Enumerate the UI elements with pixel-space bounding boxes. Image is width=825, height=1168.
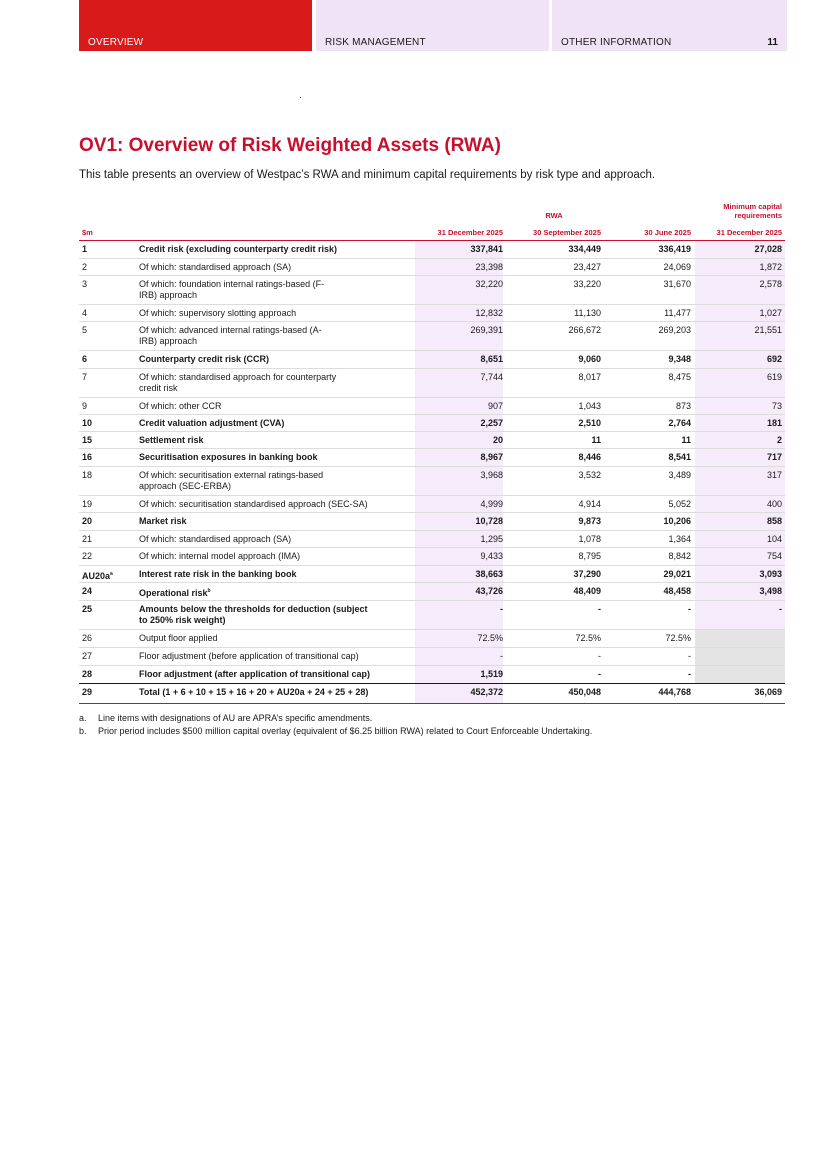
value-rwa-sep-2025: 8,446 xyxy=(578,452,601,462)
row-description xyxy=(139,516,411,527)
row-description xyxy=(139,669,411,680)
row-description-line1: Output floor applied xyxy=(139,633,218,643)
row-separator xyxy=(79,647,785,648)
row-description xyxy=(139,586,411,599)
value-rwa-sep-2025: 33,220 xyxy=(573,279,601,289)
row-number xyxy=(82,308,87,319)
row-description-line1: Securitisation exposures in banking book xyxy=(139,452,318,462)
nav-tab-other-information[interactable]: OTHER INFORMATION xyxy=(552,0,787,51)
row-separator xyxy=(79,600,785,601)
value-rwa-dec-2025: 337,841 xyxy=(470,244,503,254)
row-description xyxy=(139,244,411,255)
value-rwa-jun-2025: 11 xyxy=(681,435,691,445)
value-rwa-dec-2025: 9,433 xyxy=(480,551,503,561)
value-rwa-jun-2025: 10,206 xyxy=(663,516,691,526)
row-number-text: 10 xyxy=(82,418,93,428)
value-rwa-sep-2025: 9,060 xyxy=(578,354,601,364)
row-number-text: 19 xyxy=(82,499,93,509)
row-number-text: 16 xyxy=(82,452,93,462)
value-rwa-jun-2025: 9,348 xyxy=(668,354,691,364)
row-description xyxy=(139,633,411,644)
row-separator xyxy=(79,582,785,583)
nav-tab-risk-management[interactable]: RISK MANAGEMENT xyxy=(316,0,549,51)
row-description-line1: Market risk xyxy=(139,516,187,526)
row-description-line2: IRB) approach xyxy=(139,290,198,300)
grey-filler-cell xyxy=(695,630,785,683)
value-rwa-sep-2025: 8,795 xyxy=(578,551,601,561)
value-min-capital-dec-2025: 400 xyxy=(766,499,782,509)
row-description-line1: Of which: foundation internal ratings-based (F- xyxy=(139,279,325,289)
row-number xyxy=(82,669,92,680)
header-col-rwa-jun-2025: 30 June 2025 xyxy=(644,228,691,237)
page-number: 11 xyxy=(767,37,778,48)
row-number xyxy=(82,499,92,510)
value-rwa-dec-2025: 4,999 xyxy=(480,499,503,509)
value-rwa-jun-2025: - xyxy=(688,604,691,614)
value-rwa-sep-2025: 1,078 xyxy=(578,534,601,544)
row-number xyxy=(82,401,87,412)
value-rwa-dec-2025: 8,651 xyxy=(480,354,503,364)
row-number xyxy=(82,244,87,255)
value-rwa-jun-2025: 873 xyxy=(675,401,691,411)
value-rwa-jun-2025: 8,541 xyxy=(668,452,691,462)
value-rwa-dec-2025: 20 xyxy=(492,435,503,445)
row-number-text: 15 xyxy=(82,435,93,445)
row-description xyxy=(139,651,411,662)
row-separator xyxy=(79,350,785,351)
value-rwa-dec-2025: 32,220 xyxy=(475,279,503,289)
row-separator xyxy=(79,512,785,513)
value-rwa-dec-2025: - xyxy=(500,651,503,661)
row-number xyxy=(82,633,92,644)
header-min-capital-line1: Minimum capital xyxy=(723,202,782,211)
value-rwa-jun-2025: 8,842 xyxy=(668,551,691,561)
row-description-line1: Total (1 + 6 + 10 + 15 + 16 + 20 + AU20a + 24 + 25 + 28) xyxy=(139,687,369,697)
row-description-line1: Of which: standardised approach (SA) xyxy=(139,534,292,544)
value-min-capital-dec-2025: 104 xyxy=(766,534,782,544)
row-number xyxy=(82,551,92,562)
row-description-line2: credit risk xyxy=(139,383,178,393)
row-number xyxy=(82,569,113,582)
row-description-line1: Of which: securitisation standardised approach (SEC-SA) xyxy=(139,499,368,509)
row-number xyxy=(82,354,87,365)
row-number-text: 22 xyxy=(82,551,93,561)
row-number-text: AU20a xyxy=(82,571,111,581)
row-description xyxy=(139,604,411,626)
row-description xyxy=(139,551,411,562)
value-rwa-dec-2025: 23,398 xyxy=(475,262,503,272)
value-rwa-sep-2025: - xyxy=(598,651,601,661)
row-description xyxy=(139,470,411,492)
value-rwa-sep-2025: 334,449 xyxy=(568,244,601,254)
value-rwa-jun-2025: 5,052 xyxy=(668,499,691,509)
row-separator xyxy=(79,530,785,531)
row-number-text: 3 xyxy=(82,279,88,289)
row-description xyxy=(139,262,411,273)
value-rwa-jun-2025: 24,069 xyxy=(663,262,691,272)
row-description xyxy=(139,499,411,510)
footnote-a xyxy=(79,713,372,723)
value-rwa-sep-2025: 8,017 xyxy=(578,372,601,382)
row-separator xyxy=(79,258,785,259)
total-top-rule xyxy=(79,683,785,684)
row-description-line2: IRB) approach xyxy=(139,336,198,346)
value-rwa-dec-2025: 8,967 xyxy=(480,452,503,462)
row-separator xyxy=(79,495,785,496)
row-description xyxy=(139,401,411,412)
value-min-capital-dec-2025: 1,027 xyxy=(759,308,782,318)
value-min-capital-dec-2025: 27,028 xyxy=(754,244,782,254)
value-rwa-sep-2025: 23,427 xyxy=(573,262,601,272)
value-rwa-jun-2025: 2,764 xyxy=(668,418,691,428)
value-rwa-jun-2025: 72.5% xyxy=(665,633,691,643)
value-rwa-jun-2025: 3,489 xyxy=(668,470,691,480)
row-number xyxy=(82,687,92,698)
value-min-capital-dec-2025: 2,578 xyxy=(759,279,782,289)
value-rwa-sep-2025: 9,873 xyxy=(578,516,601,526)
row-number-footnote-ref: a xyxy=(110,571,113,577)
row-separator xyxy=(79,547,785,548)
value-min-capital-dec-2025: 858 xyxy=(766,516,782,526)
row-number xyxy=(82,470,92,481)
row-number-text: 1 xyxy=(82,244,88,254)
value-rwa-sep-2025: 11,130 xyxy=(574,308,601,318)
value-rwa-sep-2025: 1,043 xyxy=(578,401,601,411)
value-rwa-sep-2025: 4,914 xyxy=(578,499,601,509)
row-description xyxy=(139,418,411,429)
value-rwa-sep-2025: - xyxy=(598,604,601,614)
row-description-line1: Operational risk xyxy=(139,588,208,598)
row-number-text: 20 xyxy=(82,516,93,526)
row-number-text: 9 xyxy=(82,401,88,411)
header-group-min-capital xyxy=(695,202,782,220)
row-description xyxy=(139,452,411,463)
row-number-text: 21 xyxy=(82,534,93,544)
value-min-capital-dec-2025: 317 xyxy=(766,470,782,480)
row-separator xyxy=(79,448,785,449)
value-min-capital-dec-2025: 717 xyxy=(766,452,782,462)
row-description xyxy=(139,279,411,301)
value-rwa-dec-2025: 38,663 xyxy=(475,569,503,579)
top-navigation xyxy=(79,0,787,51)
value-rwa-sep-2025: 266,672 xyxy=(568,325,601,335)
header-col-rwa-dec-2025: 31 December 2025 xyxy=(437,228,503,237)
footnote-a-marker: a. xyxy=(79,713,87,723)
row-description xyxy=(139,569,411,580)
intro-paragraph: This table presents an overview of Westpac’s RWA and minimum capital requirements by risk type and approach. xyxy=(79,169,656,181)
row-description-line1: Settlement risk xyxy=(139,435,204,445)
header-min-capital-line2: requirements xyxy=(734,211,782,220)
value-rwa-dec-2025: 269,391 xyxy=(470,325,503,335)
row-number-text: 24 xyxy=(82,586,93,596)
row-description-line2: approach (SEC-ERBA) xyxy=(139,481,232,491)
row-number-text: 7 xyxy=(82,372,88,382)
table-bottom-rule xyxy=(79,703,785,704)
row-number-text: 27 xyxy=(82,651,93,661)
row-description xyxy=(139,435,411,446)
value-rwa-sep-2025: 450,048 xyxy=(568,687,601,697)
row-description xyxy=(139,308,411,319)
row-separator xyxy=(79,466,785,467)
footnote-b-marker: b. xyxy=(79,726,87,736)
row-description xyxy=(139,534,411,545)
row-number xyxy=(82,372,87,383)
value-rwa-sep-2025: 72.5% xyxy=(575,633,601,643)
value-rwa-dec-2025: 2,257 xyxy=(480,418,503,428)
row-description-line1: Floor adjustment (before application of transitional cap) xyxy=(139,651,359,661)
value-rwa-dec-2025: 43,726 xyxy=(475,586,503,596)
header-rule xyxy=(79,240,785,241)
value-rwa-sep-2025: 37,290 xyxy=(573,569,601,579)
row-number-text: 25 xyxy=(82,604,93,614)
row-description-line1: Credit risk (excluding counterparty credit risk) xyxy=(139,244,338,254)
row-number-text: 5 xyxy=(82,325,88,335)
value-rwa-dec-2025: 1,519 xyxy=(480,669,503,679)
stray-mark xyxy=(300,97,301,98)
value-rwa-sep-2025: 3,532 xyxy=(578,470,601,480)
value-min-capital-dec-2025: 21,551 xyxy=(754,325,782,335)
row-description-footnote-ref: b xyxy=(207,588,211,594)
row-description-line1: Of which: standardised approach for counterparty xyxy=(139,372,337,382)
value-min-capital-dec-2025: 3,093 xyxy=(759,569,782,579)
row-number xyxy=(82,586,92,597)
row-number xyxy=(82,325,87,336)
nav-tab-overview[interactable]: OVERVIEW xyxy=(79,0,312,51)
row-number-text: 4 xyxy=(82,308,88,318)
value-rwa-dec-2025: - xyxy=(500,604,503,614)
value-min-capital-dec-2025: 73 xyxy=(771,401,782,411)
value-min-capital-dec-2025: - xyxy=(779,604,782,614)
row-number xyxy=(82,279,87,290)
row-description-line1: Of which: supervisory slotting approach xyxy=(139,308,297,318)
row-number xyxy=(82,651,92,662)
row-description xyxy=(139,687,411,698)
value-rwa-jun-2025: 48,458 xyxy=(663,586,691,596)
row-separator xyxy=(79,321,785,322)
value-rwa-dec-2025: 452,372 xyxy=(470,687,503,697)
value-min-capital-dec-2025: 692 xyxy=(766,354,782,364)
footnote-a-text: Line items with designations of AU are APRA’s specific amendments. xyxy=(98,713,373,723)
row-number xyxy=(82,418,92,429)
value-rwa-jun-2025: 269,203 xyxy=(658,325,691,335)
row-number xyxy=(82,604,92,615)
value-rwa-dec-2025: 7,744 xyxy=(480,372,503,382)
value-rwa-sep-2025: 2,510 xyxy=(578,418,601,428)
header-unit: $m xyxy=(82,228,93,237)
row-description-line1: Credit valuation adjustment (CVA) xyxy=(139,418,285,428)
row-separator xyxy=(79,414,785,415)
row-separator xyxy=(79,665,785,666)
value-min-capital-dec-2025: 619 xyxy=(766,372,782,382)
value-rwa-dec-2025: 907 xyxy=(487,401,503,411)
row-description-line1: Of which: securitisation external ratings-based xyxy=(139,470,324,480)
value-rwa-dec-2025: 72.5% xyxy=(477,633,503,643)
row-description-line2: to 250% risk weight) xyxy=(139,615,226,625)
value-rwa-sep-2025: 11 xyxy=(591,435,601,445)
row-separator xyxy=(79,275,785,276)
row-separator xyxy=(79,304,785,305)
row-number xyxy=(82,534,92,545)
value-rwa-dec-2025: 1,295 xyxy=(480,534,503,544)
row-description-line1: Floor adjustment (after application of transitional cap) xyxy=(139,669,371,679)
row-number xyxy=(82,452,92,463)
row-number-text: 28 xyxy=(82,669,93,679)
value-rwa-jun-2025: 336,419 xyxy=(658,244,691,254)
value-min-capital-dec-2025: 754 xyxy=(766,551,782,561)
footnote-b xyxy=(79,726,592,736)
row-separator xyxy=(79,431,785,432)
value-rwa-jun-2025: - xyxy=(688,651,691,661)
row-description-line1: Counterparty credit risk (CCR) xyxy=(139,354,270,364)
row-description xyxy=(139,325,411,347)
row-description-line1: Of which: internal model approach (IMA) xyxy=(139,551,301,561)
row-separator xyxy=(79,397,785,398)
row-description-line1: Amounts below the thresholds for deduction (subject xyxy=(139,604,368,614)
row-number-text: 18 xyxy=(82,470,93,480)
row-separator xyxy=(79,629,785,630)
row-description xyxy=(139,372,411,394)
value-rwa-sep-2025: 48,409 xyxy=(573,586,601,596)
row-separator xyxy=(79,368,785,369)
row-number-text: 29 xyxy=(82,687,93,697)
value-rwa-jun-2025: 8,475 xyxy=(668,372,691,382)
value-rwa-dec-2025: 10,728 xyxy=(475,516,503,526)
value-rwa-jun-2025: 1,364 xyxy=(668,534,691,544)
page-title: OV1: Overview of Risk Weighted Assets (RWA) xyxy=(79,135,501,156)
row-description-line1: Interest rate risk in the banking book xyxy=(139,569,297,579)
value-rwa-dec-2025: 3,968 xyxy=(480,470,503,480)
header-col-rwa-sep-2025: 30 September 2025 xyxy=(533,228,601,237)
value-rwa-jun-2025: - xyxy=(688,669,691,679)
value-rwa-jun-2025: 444,768 xyxy=(658,687,691,697)
value-min-capital-dec-2025: 1,872 xyxy=(759,262,782,272)
footnote-b-text: Prior period includes $500 million capital overlay (equivalent of $6.25 billion RWA) related to Court Enforceable Undertaking. xyxy=(98,726,593,736)
value-rwa-jun-2025: 11,477 xyxy=(664,308,691,318)
row-number xyxy=(82,516,92,527)
row-description-line1: Of which: advanced internal ratings-based (A- xyxy=(139,325,322,335)
row-description-line1: Of which: other CCR xyxy=(139,401,222,411)
header-group-rwa: RWA xyxy=(545,211,563,220)
row-number-text: 6 xyxy=(82,354,88,364)
value-rwa-sep-2025: - xyxy=(598,669,601,679)
value-rwa-jun-2025: 29,021 xyxy=(663,569,691,579)
row-number-text: 2 xyxy=(82,262,88,272)
row-number xyxy=(82,435,92,446)
value-min-capital-dec-2025: 36,069 xyxy=(754,687,782,697)
value-min-capital-dec-2025: 3,498 xyxy=(759,586,782,596)
value-min-capital-dec-2025: 2 xyxy=(776,435,782,445)
value-rwa-jun-2025: 31,670 xyxy=(663,279,691,289)
row-number-text: 26 xyxy=(82,633,93,643)
header-col-min-dec-2025: 31 December 2025 xyxy=(716,228,782,237)
value-rwa-dec-2025: 12,832 xyxy=(475,308,503,318)
row-description xyxy=(139,354,411,365)
row-separator xyxy=(79,565,785,566)
value-min-capital-dec-2025: 181 xyxy=(766,418,782,428)
row-description-line1: Of which: standardised approach (SA) xyxy=(139,262,292,272)
row-number xyxy=(82,262,87,273)
